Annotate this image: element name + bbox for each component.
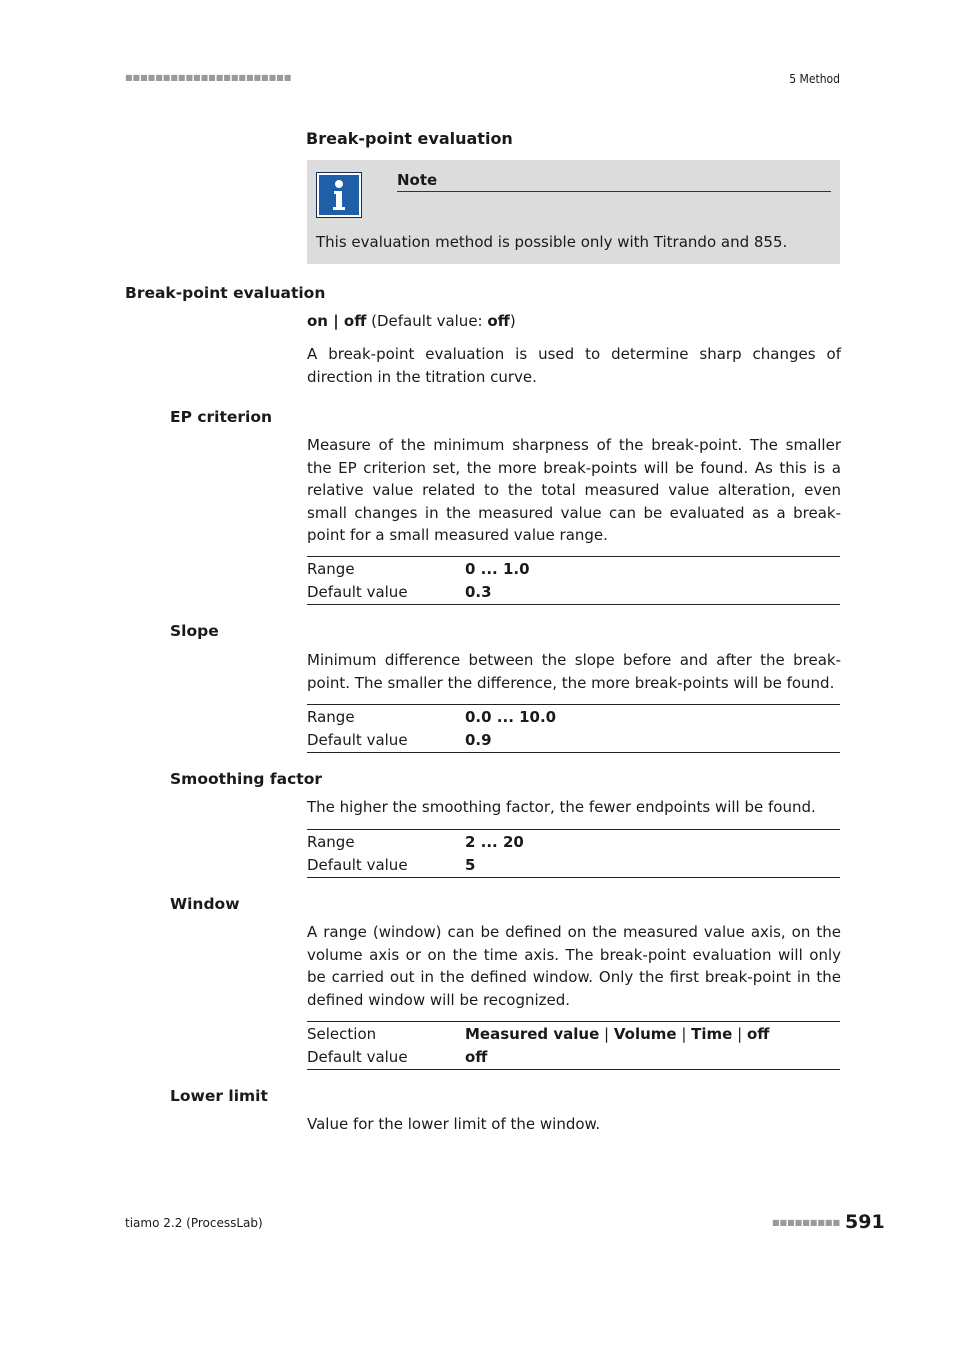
param-description: Value for the lower limit of the window. — [307, 1115, 601, 1133]
options-default-prefix: (Default value: — [366, 312, 488, 330]
row-key: Range — [307, 708, 355, 726]
page-number: 591 — [845, 1211, 885, 1233]
note-text: This evaluation method is possible only with Titrando and 855. — [316, 233, 788, 251]
option-separator: | — [732, 1025, 747, 1043]
row-value: 5 — [465, 855, 476, 874]
param-heading: Window — [170, 895, 240, 913]
option-separator: | — [599, 1025, 614, 1043]
param-description: A range (window) can be defined on the measured value axis, on the volume axis or on the time axis. The break-point evaluation will only be carried out in the defined window. Only the first break-point in the defined window will be recognized. — [307, 923, 841, 1009]
options-line — [307, 310, 841, 333]
option-off: off — [746, 1025, 770, 1043]
table-row — [307, 581, 840, 604]
row-value: 0.3 — [465, 582, 492, 601]
row-value: 0.0 ... 10.0 — [465, 708, 557, 726]
param-description: The higher the smoothing factor, the fewer endpoints will be found. — [307, 798, 816, 816]
info-icon — [316, 172, 362, 218]
param-table — [307, 829, 840, 878]
note-box — [307, 160, 840, 264]
row-key: Range — [307, 560, 355, 578]
param-heading: Slope — [170, 622, 219, 640]
options-default-suffix: ) — [509, 312, 516, 330]
row-key: Selection — [307, 1025, 377, 1043]
footer-decoration: ■■■■■■■■■ — [772, 1218, 841, 1227]
section-title: Break-point evaluation — [306, 129, 513, 148]
table-row — [307, 1023, 840, 1046]
row-key: Default value — [307, 1047, 408, 1066]
chapter-label: 5 Method — [789, 72, 840, 86]
table-row — [307, 706, 840, 729]
table-row — [307, 854, 840, 877]
header-decoration: ■■■■■■■■■■■■■■■■■■■■■■ — [125, 73, 292, 82]
param-description: Measure of the minimum sharpness of the break-point. The smaller the EP criterion set, the more break-points will be found. As this is a relative value related to the total measured value alteration, even small changes in the measured value can be evaluated as a break-point for a small measured value range. — [307, 436, 841, 544]
param-heading: Smoothing factor — [170, 770, 322, 788]
row-value-options — [465, 1023, 769, 1046]
row-value: 0 ... 1.0 — [465, 560, 530, 578]
main-heading: Break-point evaluation — [125, 284, 326, 302]
main-description: A break-point evaluation is used to determine sharp changes of direction in the titration curve. — [307, 345, 841, 386]
row-key: Default value — [307, 730, 408, 749]
options-default-value: off — [487, 312, 510, 330]
options-values: on | off — [307, 312, 367, 330]
param-table — [307, 556, 840, 605]
row-key: Default value — [307, 855, 408, 874]
table-row — [307, 729, 840, 752]
table-row — [307, 831, 840, 854]
row-value: off — [465, 1047, 488, 1066]
row-value: 2 ... 20 — [465, 833, 524, 851]
table-row — [307, 1046, 840, 1069]
option-volume: Volume — [613, 1025, 677, 1043]
param-description: Minimum difference between the slope before and after the break-point. The smaller the difference, the more break-points will be found. — [307, 651, 841, 692]
note-label: Note — [397, 171, 831, 192]
param-table — [307, 704, 840, 753]
option-separator: | — [676, 1025, 692, 1043]
row-value: 0.9 — [465, 730, 492, 749]
footer-product: tiamo 2.2 (ProcessLab) — [125, 1216, 263, 1230]
param-heading: Lower limit — [170, 1087, 268, 1105]
row-key: Default value — [307, 582, 408, 601]
param-heading: EP criterion — [170, 408, 273, 426]
table-row — [307, 558, 840, 581]
option-time: Time — [691, 1025, 733, 1043]
param-table — [307, 1021, 840, 1070]
option-measured-value: Measured value — [465, 1025, 600, 1043]
row-key: Range — [307, 833, 355, 851]
